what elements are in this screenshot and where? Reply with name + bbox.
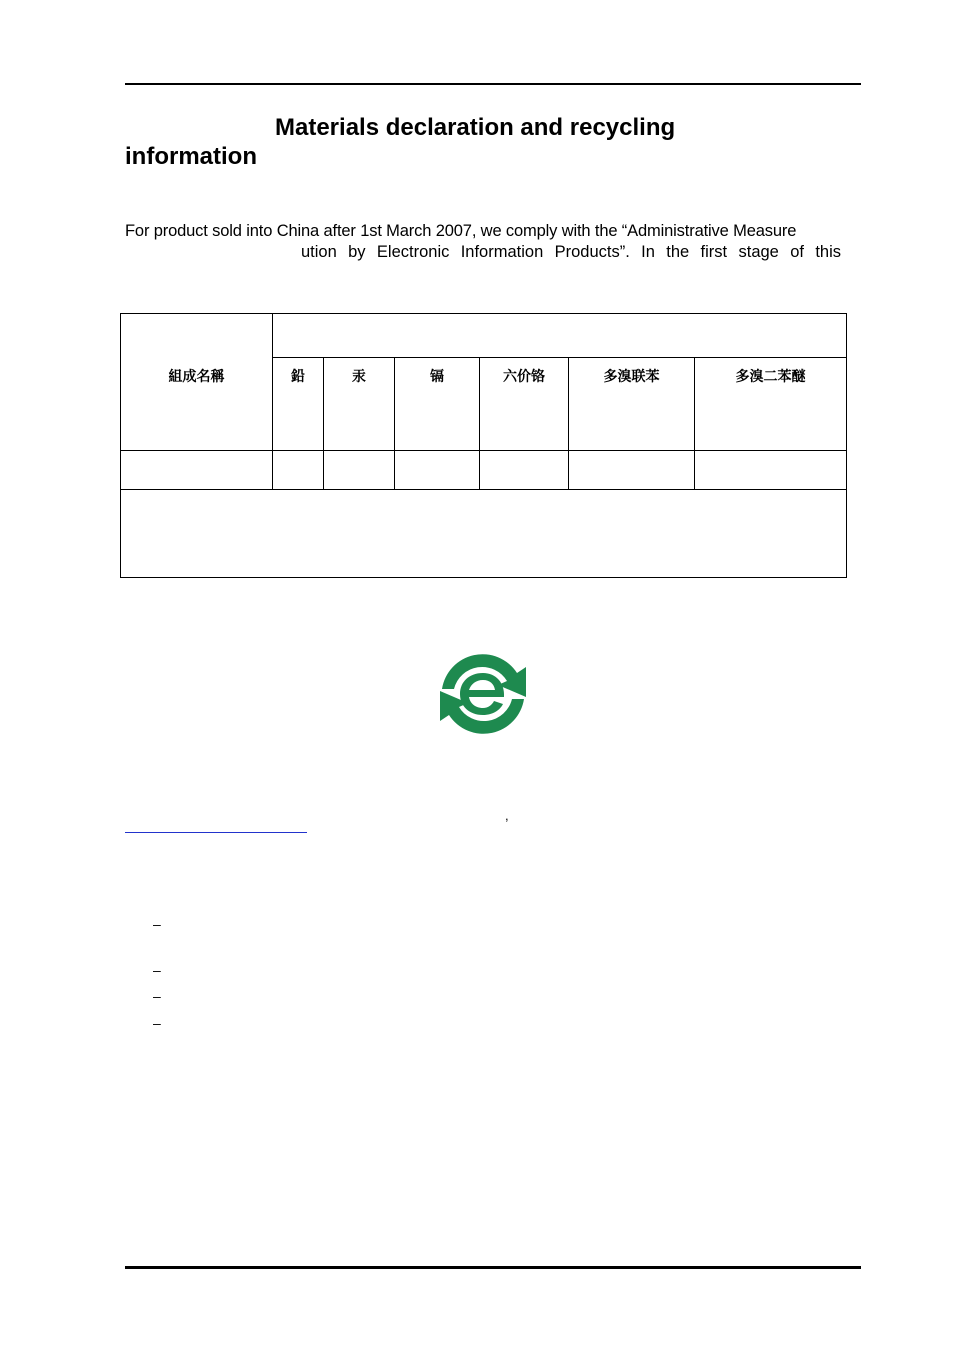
list-bullet: – [153, 1015, 161, 1031]
table-note-row [121, 490, 847, 578]
footer-rule [125, 1266, 861, 1269]
intro-line-2: ution by Electronic Information Products”. In the first stage of this [301, 243, 841, 261]
table-cell [324, 451, 395, 490]
list-bullet: – [153, 988, 161, 1004]
header-rule [125, 83, 861, 85]
page-title-line-1: Materials declaration and recycling [275, 114, 676, 141]
footnote-comma: , [505, 808, 509, 823]
substance-header-mercury: 汞 [324, 358, 395, 451]
table-cell [121, 451, 273, 490]
list-bullet: – [153, 916, 161, 932]
table-cell [569, 451, 695, 490]
substance-header-pbb: 多溴联苯 [569, 358, 695, 451]
list-bullet: – [153, 962, 161, 978]
substance-header-lead: 鉛 [273, 358, 324, 451]
table-cell [480, 451, 569, 490]
china-rohs-e-recycle-icon [426, 643, 540, 745]
hazardous-substances-table [120, 313, 847, 578]
substance-header-cadmium: 镉 [395, 358, 480, 451]
substance-header-pbde: 多溴二苯醚 [695, 358, 847, 451]
page-title [125, 113, 861, 171]
page-title-line-2: information [125, 143, 257, 170]
table-note-cell [121, 490, 847, 578]
table-cell [695, 451, 847, 490]
intro-paragraph [125, 221, 841, 263]
substances-group-header [273, 314, 847, 358]
component-name-header: 組成名稱 [121, 314, 273, 451]
table-row [121, 451, 847, 490]
table-cell [395, 451, 480, 490]
intro-line-1: For product sold into China after 1st March 2007, we comply with the “Administrative Measure [125, 222, 797, 240]
substance-header-hexavalent-chromium: 六价铬 [480, 358, 569, 451]
table-cell [273, 451, 324, 490]
table-header-row [121, 314, 847, 358]
website-link[interactable] [125, 816, 307, 833]
